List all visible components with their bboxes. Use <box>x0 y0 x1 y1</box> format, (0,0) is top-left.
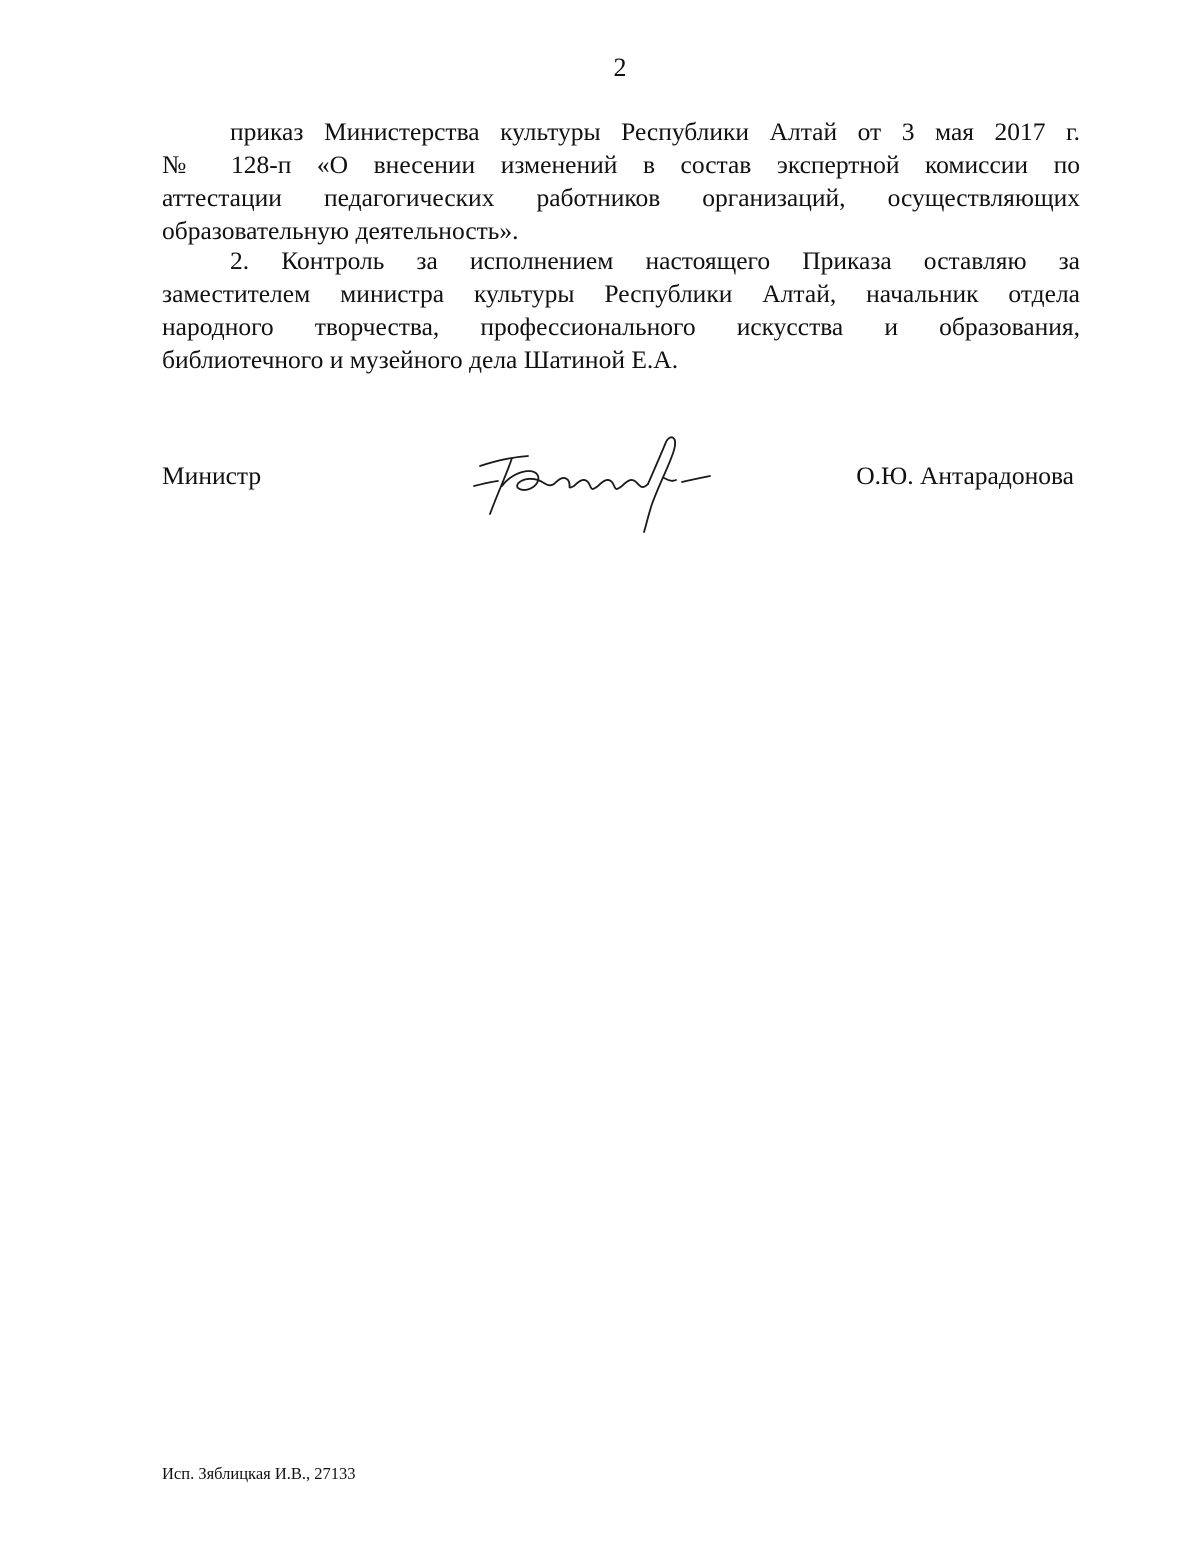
paragraph-1-line: № 128-п «О внесении изменений в состав экспертной комиссии по <box>162 150 1080 179</box>
page-number: 2 <box>613 53 627 82</box>
signature-block <box>162 430 1080 540</box>
handwritten-signature <box>468 430 718 540</box>
paragraph-2-line: народного творчества, профессионального искусства и образования, <box>162 312 1080 341</box>
paragraph-1-line: приказ Министерства культуры Республики Алтай от 3 мая 2017 г. <box>230 117 1080 146</box>
paragraph-2-line: библиотечного и музейного дела Шатиной Е.А. <box>162 345 679 374</box>
paragraph-2-line: 2. Контроль за исполнением настоящего Приказа оставляю за <box>230 246 1080 275</box>
paragraph-1-line: образовательную деятельность». <box>162 216 519 245</box>
signatory-name: О.Ю. Антарадонова <box>856 461 1074 490</box>
paragraph-1-line: аттестации педагогических работников организаций, осуществляющих <box>162 183 1080 212</box>
signatory-title: Министр <box>162 461 262 490</box>
paragraph-2-line: заместителем министра культуры Республики Алтай, начальник отдела <box>162 279 1080 308</box>
executor-note: Исп. Зяблицкая И.В., 27133 <box>162 1464 356 1483</box>
